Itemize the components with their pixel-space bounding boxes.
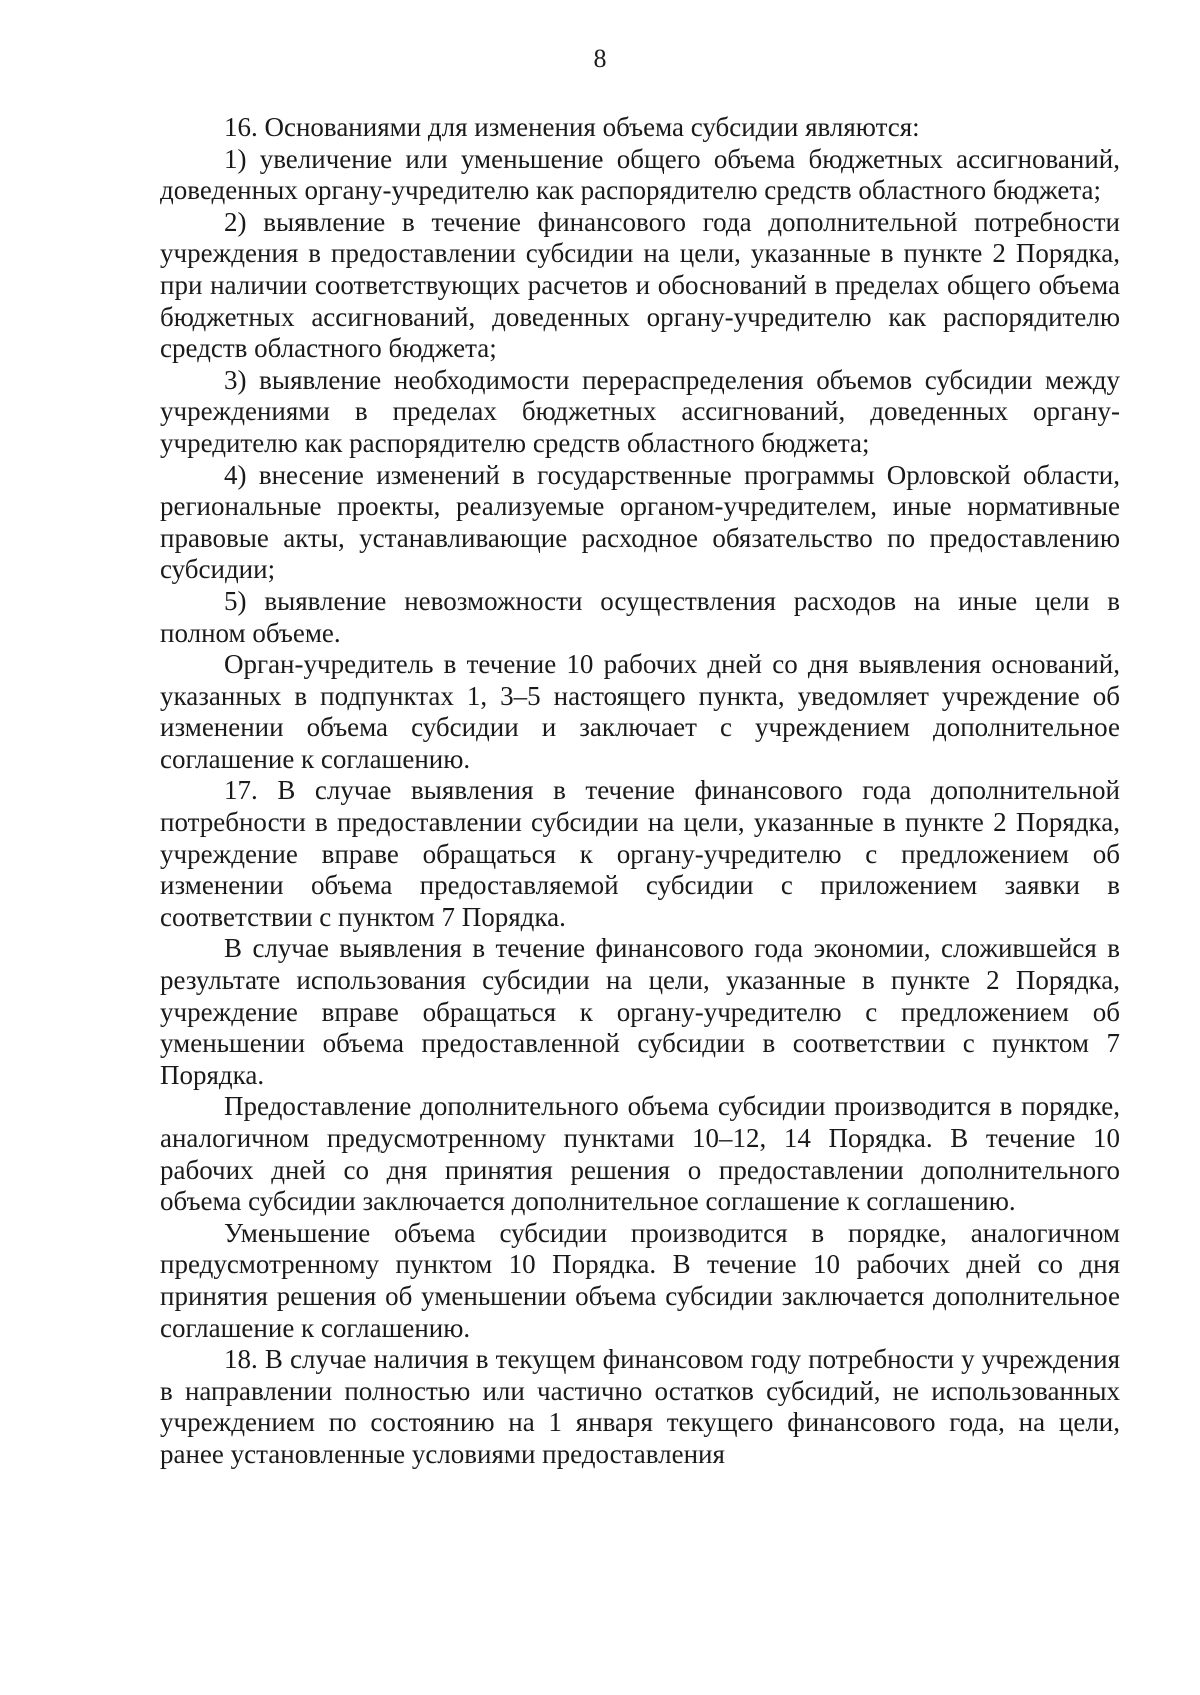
paragraph-16-item-1: 1) увеличение или уменьшение общего объема бюджетных ассигнований, доведенных органу-учредителю как распорядителю средств областного бюджета; <box>160 143 1120 206</box>
paragraph-16-heading: 16. Основаниями для изменения объема субсидии являются: <box>224 112 920 142</box>
paragraph-16-item-5: 5) выявление невозможности осуществления расходов на иные цели в полном объеме. <box>160 585 1120 648</box>
paragraph-18: 18. В случае наличия в текущем финансовом году потребности у учреждения в направлении полностью или частично остатков субсидий, не использованных учреждением по состоянию на 1 января текущего финансового года, на цели, ранее установленные условиями предоставления <box>160 1344 1120 1469</box>
document-body <box>160 112 1120 1471</box>
paragraph-17-increase: Предоставление дополнительного объема субсидии производится в порядке, аналогичном предусмотренному пунктами 10–12, 14 Порядка. В течение 10 рабочих дней со дня принятия решения о предоставлении дополнительного объема субсидии заключается дополнительное соглашение к соглашению. <box>160 1091 1120 1217</box>
paragraph-16-notice: Орган-учредитель в течение 10 рабочих дней со дня выявления оснований, указанных в подпунктах 1, 3–5 настоящего пункта, уведомляет учреждение об изменении объема субсидии и заключает с учреждением дополнительное соглашение к соглашению. <box>160 649 1120 774</box>
paragraph-16-item-3: 3) выявление необходимости перераспределения объемов субсидии между учреждениями в пределах бюджетных ассигнований, доведенных органу-учредителю как распорядителю средств областного бюджета; <box>160 364 1120 458</box>
page-number: 8 <box>593 44 607 73</box>
paragraph-17-decrease: Уменьшение объема субсидии производится в порядке, аналогичном предусмотренному пунктом 10 Порядка. В течение 10 рабочих дней со дня принятия решения об уменьшении объема субсидии заключается дополнительное соглашение к соглашению. <box>160 1217 1120 1343</box>
paragraph-17: 17. В случае выявления в течение финансового года дополнительной потребности в предоставлении субсидии на цели, указанные в пункте 2 Порядка, учреждение вправе обращаться к органу-учредителю с предложением об изменении объема предоставляемой субсидии с приложением заявки в соответствии с пунктом 7 Порядка. <box>160 775 1120 932</box>
paragraph-16-item-2: 2) выявление в течение финансового года дополнительной потребности учреждения в предоставлении субсидии на цели, указанные в пункте 2 Порядка, при наличии соответствующих расчетов и обоснований в пределах общего объема бюджетных ассигнований, доведенных органу-учредителю как распорядителю средств областного бюджета; <box>160 206 1120 364</box>
paragraph-16-item-4: 4) внесение изменений в государственные программы Орловской области, региональные проекты, реализуемые органом-учредителем, иные нормативные правовые акты, устанавливающие расходное обязательство по предоставлению субсидии; <box>160 459 1120 585</box>
paragraph-17-economy: В случае выявления в течение финансового года экономии, сложившейся в результате использования субсидии на цели, указанные в пункте 2 Порядка, учреждение вправе обращаться к органу-учредителю с предложением об уменьшении объема предоставленной субсидии в соответствии с пунктом 7 Порядка. <box>160 933 1120 1090</box>
